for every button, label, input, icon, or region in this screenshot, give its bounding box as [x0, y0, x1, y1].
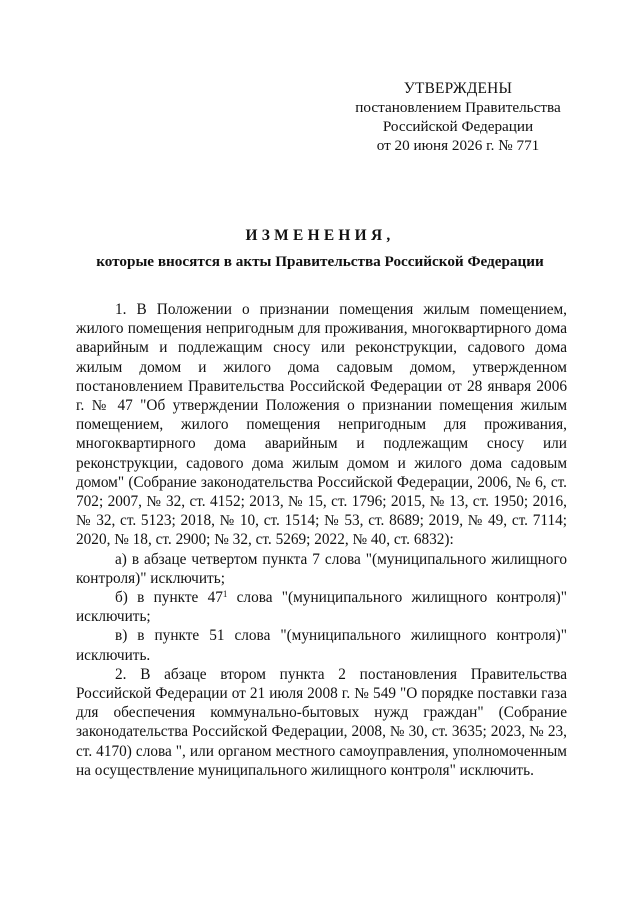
approval-line-3: от 20 июня 2026 г. № 771: [376, 137, 540, 154]
approval-stamp: [340, 79, 576, 155]
paragraph-1b: [76, 588, 567, 626]
approval-line-2: Российской Федерации: [382, 118, 534, 135]
paragraph-1c: в) в пункте 51 слова "(муниципального жилищного контроля)" исключить.: [76, 627, 567, 664]
paragraph-1: 1. В Положении о признании помещения жилым помещением, жилого помещения непригодным для проживания, многоквартирного дома аварийным и подлежащим сносу или реконструкции, садового дома жилым домом и жилого дома садовым домом, утвержденном постановлением Правительства Российской Федерации от 28 января 2006 г. № 47 "Об утверждении Положения о признании помещения жилым помещением, жилого помещения непригодным для проживания, многоквартирного дома аварийным и подлежащим сносу или реконструкции, садового дома жилым домом и жилого дома садовым домом" (Собрание законодательства Российской Федерации, 2006, № 6, ст. 702; 2007, № 32, ст. 4152; 2013, № 15, ст. 1796; 2015, № 13, ст. 1950; 2016, № 32, ст. 5123; 2018, № 10, ст. 1514; № 53, ст. 8689; 2019, № 49, ст. 7114; 2020, № 18, ст. 2900; № 32, ст. 5269; 2022, № 40, ст. 6832):: [76, 301, 567, 549]
approval-line-1: постановлением Правительства: [355, 99, 561, 116]
paragraph-2: 2. В абзаце втором пункта 2 постановления Правительства Российской Федерации от 21 июля 2008 г. № 549 "О порядке поставки газа для обеспечения коммунально-бытовых нужд граждан" (Собрание законодательства Российской Федерации, 2008, № 30, ст. 3635; 2023, № 23, ст. 4170) слова ", или органом местного самоуправления, уполномоченным на осуществление муниципального жилищного контроля" исключить.: [76, 665, 567, 779]
paragraph-1b-start: б) в пункте 47: [115, 589, 223, 607]
approval-heading: УТВЕРЖДЕНЫ: [403, 80, 513, 97]
paragraph-1b-end: слова "(муниципального жилищного контроля)" исключить;: [76, 589, 567, 626]
paragraph-1a: а) в абзаце четвертом пункта 7 слова "(муниципального жилищного контроля)" исключить;: [76, 550, 567, 587]
document-title: ИЗМЕНЕНИЯ,: [245, 227, 395, 244]
document-body: [76, 300, 567, 780]
document-title-block: [72, 226, 568, 272]
document-subtitle: которые вносятся в акты Правительства Российской Федерации: [96, 253, 544, 270]
paragraph-1b-superscript: 1: [222, 589, 228, 600]
